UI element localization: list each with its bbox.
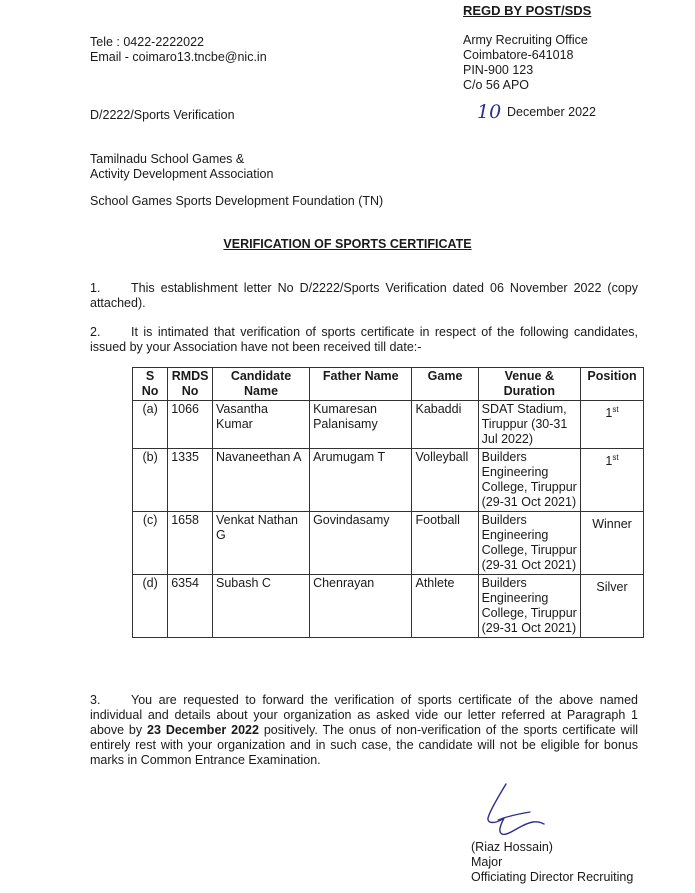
cell-game: Kabaddi [412, 401, 478, 449]
paragraph-text: This establishment letter No D/2222/Sports Verification dated 06 November 2022 (copy attached). [90, 281, 638, 310]
cell-venue: Builders Engineering College, Tiruppur (29-31 Oct 2021) [478, 575, 580, 638]
column-header: Venue & Duration [478, 368, 580, 401]
position-suffix: st [612, 405, 619, 414]
cell-rmds: 6354 [168, 575, 213, 638]
paragraph-text: You are requested to forward the verification of sports certificate of the above named individual and details about your organization as asked vide our letter referred at Paragraph 1 above by [90, 693, 638, 737]
regd-label: REGD BY POST/SDS [463, 3, 592, 18]
position-value: 1 [605, 406, 613, 421]
cell-game: Athlete [412, 575, 478, 638]
column-header: Candidate Name [213, 368, 310, 401]
cell-name: Subash C [213, 575, 310, 638]
column-header: S No [133, 368, 168, 401]
position-suffix: st [612, 453, 619, 462]
cell-game: Football [412, 512, 478, 575]
cell-position [581, 512, 644, 575]
cell-father: Chenrayan [310, 575, 412, 638]
signatory-designation: Officiating Director Recruiting [471, 870, 634, 884]
cell-position [581, 575, 644, 638]
paragraph-3 [90, 693, 638, 768]
paragraph-1 [90, 281, 638, 311]
column-header: Position [581, 368, 644, 401]
paragraph-text: positively. The onus of non-verification of the sports certificate will entirely rest with your organization and in such case, the candidate will not be eligible for bonus marks in Common Entrance Examination. [90, 723, 638, 767]
cell-rmds: 1335 [168, 449, 213, 512]
column-header: RMDS No [168, 368, 213, 401]
cell-sno: (b) [133, 449, 168, 512]
cell-game: Volleyball [412, 449, 478, 512]
signatory-rank: Major [471, 855, 503, 869]
cell-father: Govindasamy [310, 512, 412, 575]
office-line: PIN-900 123 [463, 63, 534, 77]
office-address [463, 33, 588, 93]
subject-text: VERIFICATION OF SPORTS CERTIFICATE [223, 237, 472, 251]
paragraph-number: 3. [90, 693, 101, 707]
cell-sno: (c) [133, 512, 168, 575]
table-row [133, 512, 644, 575]
position-value: Silver [596, 580, 628, 595]
cell-position [581, 449, 644, 512]
table-row [133, 575, 644, 638]
cell-father: Arumugam T [310, 449, 412, 512]
cell-name: Venkat Nathan G [213, 512, 310, 575]
cell-position [581, 401, 644, 449]
cell-sno: (d) [133, 575, 168, 638]
position-value: Winner [592, 517, 632, 532]
paragraph-text: It is intimated that verification of sports certificate in respect of the following candidates, issued by your Association have not been received till date:- [90, 325, 638, 354]
addressee-line: School Games Sports Development Foundation (TN) [90, 194, 384, 208]
addressee-line: Activity Development Association [90, 167, 274, 181]
cell-venue: Builders Engineering College, Tiruppur (29-31 Oct 2021) [478, 512, 580, 575]
candidates-table [132, 367, 644, 638]
column-header: Father Name [310, 368, 412, 401]
table-row [133, 449, 644, 512]
handwritten-day: 10 [477, 101, 502, 123]
office-line: Army Recruiting Office [463, 33, 588, 47]
position-value: 1 [605, 454, 613, 469]
reference-number: D/2222/Sports Verification [90, 108, 235, 122]
cell-name: Navaneethan A [213, 449, 310, 512]
column-header: Game [412, 368, 478, 401]
paragraph-number: 2. [90, 325, 101, 339]
email-address: Email - coimaro13.tncbe@nic.in [90, 50, 267, 64]
deadline-date: 23 December 2022 [147, 723, 259, 737]
office-line: Coimbatore-641018 [463, 48, 574, 62]
signatory-name: (Riaz Hossain) [471, 840, 553, 854]
subject-heading [0, 237, 695, 251]
addressee-line: Tamilnadu School Games & [90, 152, 245, 166]
cell-father: Kumaresan Palanisamy [310, 401, 412, 449]
office-line: C/o 56 APO [463, 78, 530, 92]
table-row [133, 401, 644, 449]
cell-sno: (a) [133, 401, 168, 449]
tele-number: Tele : 0422-2222022 [90, 35, 204, 49]
cell-rmds: 1658 [168, 512, 213, 575]
cell-rmds: 1066 [168, 401, 213, 449]
cell-venue: SDAT Stadium, Tiruppur (30-31 Jul 2022) [478, 401, 580, 449]
signature-mark [478, 780, 548, 840]
paragraph-2 [90, 325, 638, 355]
cell-name: Vasantha Kumar [213, 401, 310, 449]
cell-venue: Builders Engineering College, Tiruppur (29-31 Oct 2021) [478, 449, 580, 512]
table-header-row [133, 368, 644, 401]
paragraph-number: 1. [90, 281, 101, 295]
letter-date: December 2022 [507, 105, 596, 119]
